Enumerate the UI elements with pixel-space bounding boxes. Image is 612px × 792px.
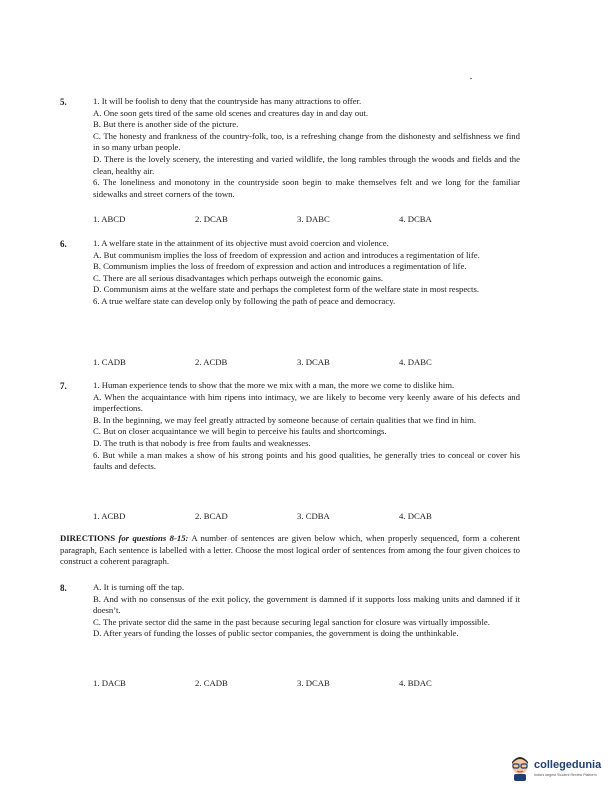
sentence: C. The honesty and frankness of the country-folk, too, is a refreshing change from the dishonesty and selfishness we find in so many urban people. (93, 130, 520, 153)
option: 3. CDBA (297, 511, 330, 521)
question-body (93, 96, 520, 200)
option: 1. ABCD (93, 214, 126, 224)
mascot-icon (508, 756, 532, 782)
sentence: C. But on closer acquaintance we will begin to perceive his faults and shortcomings. (93, 426, 387, 437)
question-7 (60, 380, 520, 473)
sentence: D. There is the lovely scenery, the interesting and varied wildlife, the long rambles through the woods and fields and the clean, healthy air. (93, 153, 520, 176)
option: 2. ACDB (195, 357, 228, 367)
directions-label: DIRECTIONS (60, 533, 116, 543)
sentence: B. And with no consensus of the exit policy, the government is damned if it supports loss making units and damned if it doesn’t. (93, 593, 520, 616)
question-number: 7. (60, 381, 67, 391)
option: 3. DCAB (297, 357, 330, 367)
option: 4. DCAB (399, 511, 432, 521)
question-number: 5. (60, 97, 67, 107)
directions-range: for questions 8-15: (118, 533, 189, 543)
logo-tagline: India's largest Student Review Platform (534, 773, 597, 777)
sentence: 1. A welfare state in the attainment of its objective must avoid coercion and violence. (93, 238, 389, 248)
question-6 (60, 238, 520, 308)
sentence: A. But communism implies the loss of freedom of expression and action and introduces a regimentation of life. (93, 249, 480, 260)
question-number: 6. (60, 239, 67, 249)
option: 1. ACBD (93, 511, 126, 521)
stray-mark (470, 78, 472, 79)
option: 4. DCBA (399, 214, 432, 224)
sentence: 1. It will be foolish to deny that the countryside has many attractions to offer. (93, 96, 362, 106)
sentence: 6. A true welfare state can develop only by following the path of peace and democracy. (93, 295, 396, 306)
collegedunia-logo (508, 756, 608, 786)
sentence: D. After years of funding the losses of public sector companies, the government is doing the unthinkable. (93, 628, 459, 639)
sentence: A. When the acquaintance with him ripens into intimacy, we are likely to become very keenly aware of his defects and imperfections. (93, 391, 520, 414)
option: 2. CADB (195, 678, 228, 688)
sentence: A. It is turning off the tap. (93, 582, 185, 592)
sentence: D. The truth is that nobody is free from faults and weaknesses. (93, 437, 311, 448)
sentence: 6. But while a man makes a show of his strong points and his good qualities, he generally tries to conceal or cover his faults and defects. (93, 449, 520, 472)
sentence: B. But there is another side of the picture. (93, 119, 239, 130)
logo-name: collegedunia (534, 759, 602, 771)
option: 2. BCAD (195, 511, 228, 521)
option: 1. DACB (93, 678, 126, 688)
question-number: 8. (60, 583, 67, 593)
option: 2. DCAB (195, 214, 228, 224)
question-body (93, 238, 520, 308)
sentence: 1. Human experience tends to show that the more we mix with a man, the more we come to dislike him. (93, 380, 455, 390)
directions-text (60, 533, 520, 568)
directions-block (60, 533, 520, 568)
sentence: B. Communism implies the loss of freedom of expression and action and introduces a regimentation of life. (93, 261, 467, 272)
question-body (93, 380, 520, 473)
option: 3. DABC (297, 214, 330, 224)
sentence: B. In the beginning, we may feel greatly attracted by someone because of certain qualities that we find in him. (93, 414, 477, 425)
question-5 (60, 96, 520, 200)
sentence: D. Communism aims at the welfare state and perhaps the completest form of the welfare state in most respects. (93, 284, 479, 295)
sentence: A. One soon gets tired of the same old scenes and creatures day in and day out. (93, 107, 369, 118)
sentence: C. The private sector did the same in the past because securing legal sanction for closure was virtually impossible. (93, 616, 490, 627)
sentence: 6. The loneliness and monotony in the countryside soon begin to make themselves felt and we long for the familiar sidewalks and street corners of the town. (93, 177, 520, 199)
option: 1. CADB (93, 357, 126, 367)
sentence: C. There are all serious disadvantages which perhaps outweigh the economic gains. (93, 272, 384, 283)
question-8 (60, 582, 520, 640)
directions-body: A number of sentences are given below which, when properly sequenced, form a coherent paragraph, Each sentence is labelled with a letter. Choose the most logical order of sentences from among the four given choices to construct a coherent paragraph. (60, 533, 521, 567)
option: 4. DABC (399, 357, 432, 367)
option: 3. DCAB (297, 678, 330, 688)
question-body (93, 582, 520, 640)
option: 4. BDAC (399, 678, 432, 688)
